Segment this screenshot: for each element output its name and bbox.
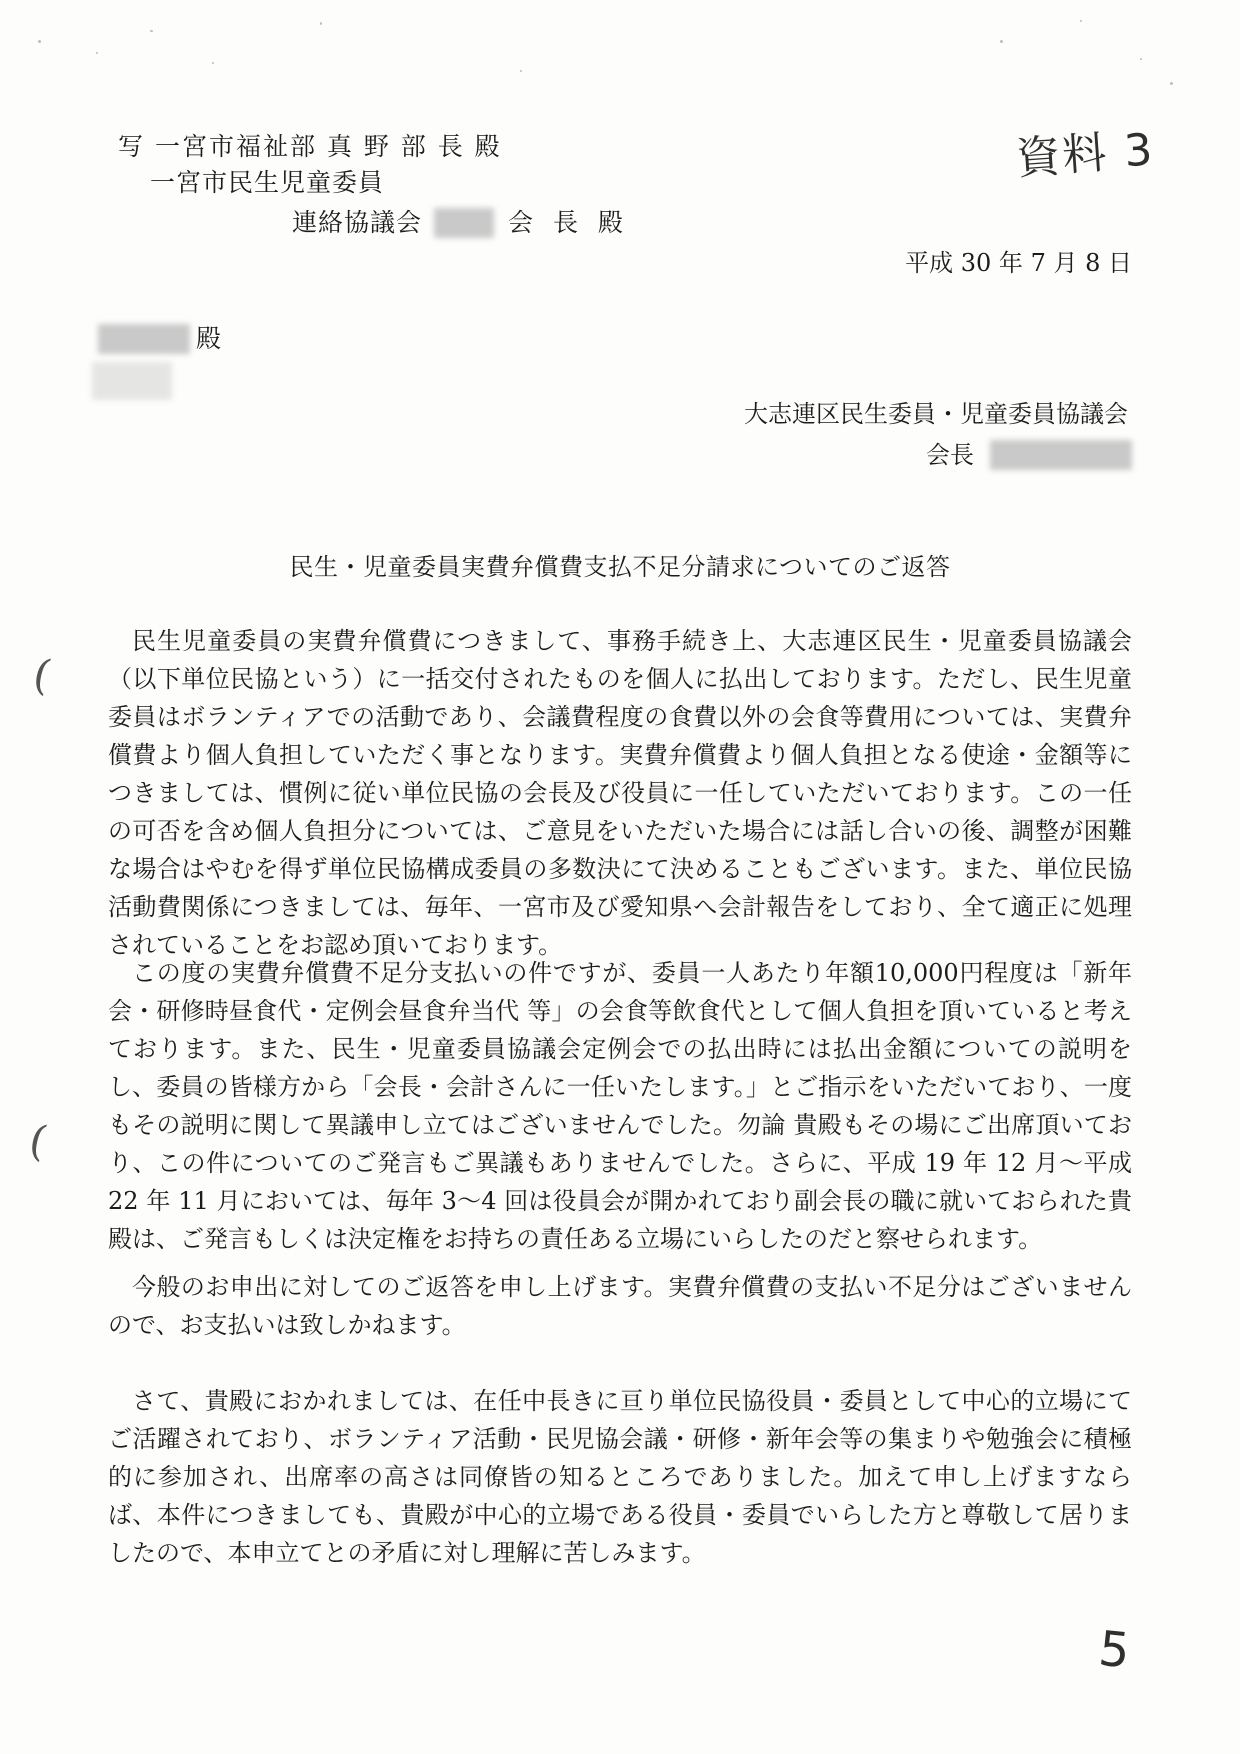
sender-title: 会長 (926, 441, 974, 469)
scan-speck (150, 30, 153, 32)
margin-mark: ( (29, 648, 56, 701)
scan-speck (520, 70, 522, 72)
redaction-smudge (92, 362, 172, 400)
handwritten-document-label: 資料 3 (1014, 124, 1156, 185)
scan-speck (1080, 20, 1082, 22)
scan-speck (38, 40, 41, 43)
body-paragraph-4 (108, 1382, 1132, 1572)
redacted-name (434, 208, 494, 238)
margin-mark: ( (25, 1114, 52, 1167)
body-paragraph-1 (108, 622, 1132, 964)
body-paragraph-3 (108, 1268, 1132, 1344)
redacted-sender-name (990, 440, 1132, 470)
scan-speck (320, 22, 322, 25)
scan-speck (1170, 82, 1173, 85)
addressee-honorific: 殿 (196, 324, 222, 353)
scan-speck (1000, 40, 1003, 43)
cc-line-1: 写 一宮市福祉部 真 野 部 長 殿 (118, 132, 502, 161)
cc-line-3-prefix: 連絡協議会 (292, 208, 423, 237)
sender-organization: 大志連区民生委員・児童委員協議会 (744, 400, 1128, 428)
paragraph-text: 今般のお申出に対してのご返答を申し上げます。実費弁償費の支払い不足分はございませんので、お支払いは致しかねます。 (108, 1273, 1132, 1339)
scan-speck (212, 62, 214, 64)
redacted-addressee (98, 324, 190, 354)
cc-line-2: 一宮市民生児童委員 (150, 168, 385, 197)
letter-date: 平成 30 年 7 月 8 日 (905, 249, 1132, 277)
body-paragraph-2 (108, 954, 1132, 1258)
cc-line-3-suffix: 会 長 殿 (508, 208, 629, 237)
letter-title: 民生・児童委員実費弁償費支払不足分請求についてのご返答 (289, 553, 951, 581)
scan-speck (1140, 58, 1142, 60)
paragraph-text: さて、貴殿におかれましては、在任中長きに亘り単位民協役員・委員として中心的立場にてご活躍されており、ボランティア活動・民児協会議・研修・新年会等の集まりや勉強会に積極的に参加され、出席率の高さは同僚皆の知るところでありました。加えて申し上げますならば、本件につきましても、貴殿が中心的立場である役員・委員でいらした方と尊敬して居りましたので、本申立てとの矛盾に対し理解に苦しみます。 (108, 1387, 1132, 1567)
paragraph-text: この度の実費弁償費不足分支払いの件ですが、委員一人あたり年額10,000円程度は「新年会・研修時昼食代・定例会昼食弁当代 等」の会食等飲食代として個人負担を頂いていると考えております。また、民生・児童委員協議会定例会での払出時には払出金額についての説明をし、委員の皆様方から「会長・会計さんに一任いたします。」とご指示をいただいており、一度もその説明に関して異議申し立てはございませんでした。勿論 貴殿もその場にご出席頂いており、この件についてのご発言もご異議もありませんでした。さらに、平成 19 年 12 月～平成 22 年 11 月においては、毎年 3～4 回は役員会が開かれており副会長の職に就いておられた貴殿は、ご発言もしくは決定権をお持ちの責任ある立場にいらしたのだと察せられます。 (108, 959, 1132, 1253)
handwritten-page-number: 5 (1096, 1620, 1133, 1680)
paragraph-text: 民生児童委員の実費弁償費につきまして、事務手続き上、大志連区民生・児童委員協議会（以下単位民協という）に一括交付されたものを個人に払出しております。ただし、民生児童委員はボランティアでの活動であり、会議費程度の食費以外の会食等費用については、実費弁償費より個人負担していただく事となります。実費弁償費より個人負担となる使途・金額等につきましては、慣例に従い単位民協の会長及び役員に一任していただいております。この一任の可否を含め個人負担分については、ご意見をいただいた場合には話し合いの後、調整が困難な場合はやむを得ず単位民協構成委員の多数決にて決めることもございます。また、単位民協活動費関係につきましては、毎年、一宮市及び愛知県へ会計報告をしており、全て適正に処理されていることをお認め頂いております。 (108, 627, 1132, 959)
scan-speck (96, 52, 98, 54)
